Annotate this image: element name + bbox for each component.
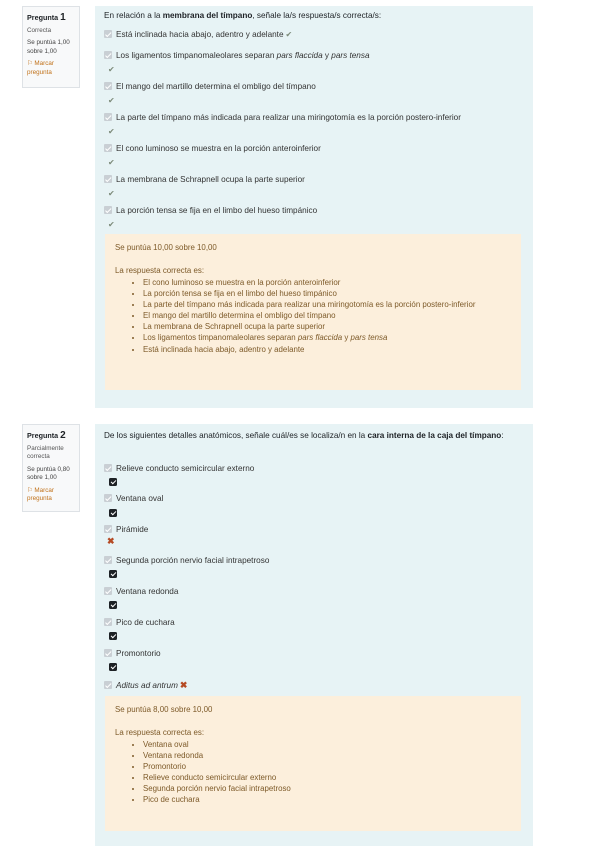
checkbox[interactable] [104,556,112,564]
answer-option[interactable]: La parte del tímpano más indicada para realizar una miringotomía es la porción postero-inferior [104,113,461,122]
checkbox[interactable] [104,587,112,595]
right-answer-list [115,277,511,354]
right-answer-item: • Promontorio [143,761,511,772]
checkbox-checked[interactable] [104,82,112,90]
right-answer-item: • Ventana oval [143,739,511,750]
answer-option[interactable]: Segunda porción nervio facial intrapetroso [104,556,269,565]
question-content [95,424,533,846]
correct-check-icon: ✔ [108,189,115,198]
right-answer-item: • El cono luminoso se muestra en la porción anteroinferior [143,277,511,288]
right-answer-item: • Segunda porción nervio facial intrapetroso [143,783,511,794]
checked-box-icon [109,632,117,640]
question-info [22,6,80,88]
checkbox[interactable] [104,525,112,533]
incorrect-cross-icon: ✖ [179,680,188,690]
flag-question-link[interactable]: ⚐ Marcar pregunta [27,60,54,76]
answer-option[interactable]: Ventana redonda [104,587,178,596]
correct-check-icon: ✔ [285,30,293,39]
right-answer-list [115,739,511,805]
checked-box-icon [109,478,117,486]
answer-option[interactable]: Ventana oval [104,494,163,503]
checkbox-checked[interactable] [104,113,112,121]
checkbox[interactable] [104,494,112,502]
question-grade: Se puntúa 0,80 sobre 1,00 [27,465,70,481]
checkbox[interactable] [104,618,112,626]
answer-option[interactable]: Relieve conducto semicircular externo [104,464,254,473]
right-answer-item: • La membrana de Schrapnell ocupa la parte superior [143,321,511,332]
checkbox[interactable] [104,649,112,657]
correct-check-icon: ✔ [108,127,115,136]
flag-question-link[interactable]: ⚐ Marcar pregunta [27,486,54,502]
checkbox[interactable] [104,464,112,472]
question-info [22,424,80,512]
right-answer-item: • Pico de cuchara [143,794,511,805]
feedback-score: Se puntúa 8,00 sobre 10,00 [115,705,213,714]
right-answer-item: • La porción tensa se fija en el limbo del hueso timpánico [143,288,511,299]
right-answer-item: • Los ligamentos timpanomaleolares separan pars flaccida y pars tensa [143,332,511,343]
checkbox-checked[interactable] [104,30,112,38]
answer-option[interactable]: Pirámide [104,525,148,534]
checkbox-checked[interactable] [104,175,112,183]
right-answer-item: • La parte del tímpano más indicada para realizar una miringotomía es la porción postero-inferior [143,299,511,310]
correct-check-icon: ✔ [108,220,115,229]
right-answer-item: • Relieve conducto semicircular externo [143,772,511,783]
correct-check-icon: ✔ [108,96,115,105]
answer-option[interactable]: Pico de cuchara [104,618,175,627]
right-answer-item: • Está inclinada hacia abajo, adentro y adelante [143,344,511,355]
answer-option[interactable]: El mango del martillo determina el ombligo del tímpano [104,82,316,91]
question-title: Pregunta 1 [27,12,66,23]
feedback-box [105,696,521,831]
answer-option[interactable]: Promontorio [104,649,161,658]
checked-box-icon [109,601,117,609]
checked-box-icon [109,570,117,578]
checked-box-icon [109,509,117,517]
flag-icon: ⚐ [27,486,33,494]
question-state: Parcialmente correcta [27,444,64,460]
question-content [95,6,533,408]
right-answer-item: • El mango del martillo determina el ombligo del tímpano [143,310,511,321]
correct-check-icon: ✔ [108,65,115,74]
answer-option[interactable]: La porción tensa se fija en el limbo del hueso timpánico [104,206,317,215]
checkbox[interactable] [104,681,112,689]
right-answer-title: La respuesta correcta es: [115,728,205,738]
question-text: De los siguientes detalles anatómicos, señale cuál/es se localiza/n en la cara interna de la caja del tímpano: [104,431,504,440]
checked-box-icon [109,663,117,671]
question-title: Pregunta 2 [27,430,66,441]
answer-option[interactable]: La membrana de Schrapnell ocupa la parte superior [104,175,305,184]
checkbox-checked[interactable] [104,51,112,59]
right-answer-title: La respuesta correcta es: [115,266,205,276]
question-state: Correcta [27,26,52,34]
answer-option[interactable]: Los ligamentos timpanomaleolares separan pars flaccida y pars tensa [104,51,370,60]
right-answer-item: • Ventana redonda [143,750,511,761]
feedback-score: Se puntúa 10,00 sobre 10,00 [115,243,217,252]
checkbox-checked[interactable] [104,206,112,214]
checkbox-checked[interactable] [104,144,112,152]
flag-icon: ⚐ [27,60,33,67]
incorrect-cross-icon: ✖ [107,536,115,546]
correct-check-icon: ✔ [108,158,115,167]
answer-option[interactable]: Está inclinada hacia abajo, adentro y adelante ✔ [104,30,292,39]
question-grade: Se puntúa 1,00 sobre 1,00 [27,39,70,55]
feedback-box [105,234,521,390]
question-text: En relación a la membrana del tímpano, señale la/s respuesta/s correcta/s: [104,11,382,20]
answer-option[interactable]: Aditus ad antrum ✖ [104,680,187,691]
answer-option[interactable]: El cono luminoso se muestra en la porción anteroinferior [104,144,321,153]
